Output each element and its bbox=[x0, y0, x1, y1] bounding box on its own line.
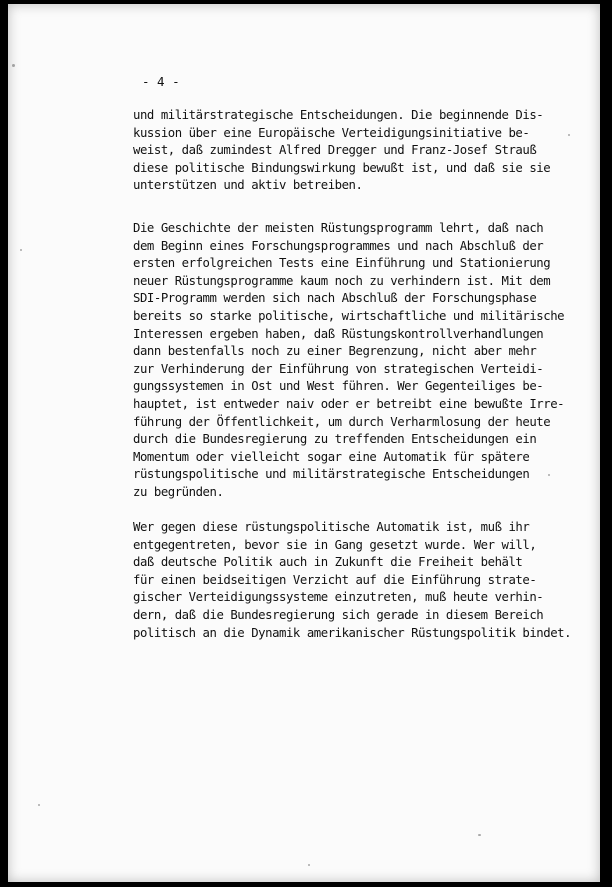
text-line: unterstützen und aktiv betreiben. bbox=[133, 178, 363, 193]
text-line: gischer Verteidigungssysteme einzutreten, muß heute verhin- bbox=[133, 590, 544, 605]
text-line: für einen beidseitigen Verzicht auf die Einführung strate- bbox=[133, 572, 537, 587]
text-line: zur Verhinderung der Einführung von strategischen Verteidi- bbox=[133, 361, 544, 376]
text-line: weist, daß zumindest Alfred Dregger und Franz-Josef Strauß bbox=[133, 143, 537, 158]
text-line: gungssystemen in Ost und West führen. Wer Gegenteiliges be- bbox=[133, 379, 544, 394]
text-line: und militärstrategische Entscheidungen. Die beginnende Dis- bbox=[133, 108, 544, 122]
text-line: Die Geschichte der meisten Rüstungsprogramm lehrt, daß nach bbox=[133, 221, 544, 235]
text-line: dern, daß die Bundesregierung sich gerade in diesem Bereich bbox=[133, 607, 544, 622]
text-line: Momentum oder vielleicht sogar eine Automatik für spätere bbox=[133, 449, 530, 464]
page-number: - 4 - bbox=[142, 74, 180, 89]
text-line: durch die Bundesregierung zu treffenden Entscheidungen ein bbox=[133, 432, 537, 447]
text-line: dann bestenfalls noch zu einer Begrenzung, nicht aber mehr bbox=[133, 344, 537, 359]
text-line: politisch an die Dynamik amerikanischer Rüstungspolitik bindet. bbox=[133, 625, 572, 640]
text-line: rüstungspolitische und militärstrategische Entscheidungen bbox=[133, 467, 530, 482]
text-line: bereits so starke politische, wirtschaftliche und militärische bbox=[133, 308, 565, 323]
scan-speck bbox=[20, 249, 22, 251]
text-line: daß deutsche Politik auch in Zukunft die Freiheit behält bbox=[133, 555, 523, 570]
text-line: hauptet, ist entweder naiv oder er betreibt eine bewußte Irre- bbox=[133, 396, 565, 411]
scan-speck bbox=[38, 804, 40, 806]
scan-speck bbox=[308, 864, 310, 866]
text-line: SDI-Programm werden sich nach Abschluß der Forschungsphase bbox=[133, 291, 537, 306]
scan-speck bbox=[478, 834, 481, 836]
text-line: entgegentreten, bevor sie in Gang gesetzt wurde. Wer will, bbox=[133, 537, 537, 552]
scan-speck bbox=[12, 64, 15, 67]
paragraph-2 bbox=[133, 220, 564, 502]
text-line: Interessen ergeben haben, daß Rüstungskontrollverhandlungen bbox=[133, 326, 544, 341]
text-line: diese politische Bindungswirkung bewußt ist, und daß sie sie bbox=[133, 160, 551, 175]
text-line: zu begründen. bbox=[133, 484, 224, 499]
paragraph-3 bbox=[133, 519, 571, 642]
scan-speck bbox=[568, 134, 570, 136]
text-line: kussion über eine Europäische Verteidigungsinitiative be- bbox=[133, 125, 530, 140]
paragraph-1 bbox=[133, 107, 550, 195]
text-line: ersten erfolgreichen Tests eine Einführung und Stationierung bbox=[133, 256, 551, 271]
text-line: neuer Rüstungsprogramme kaum noch zu verhindern ist. Mit dem bbox=[133, 273, 551, 288]
text-line: dem Beginn eines Forschungsprogrammes und nach Abschluß der bbox=[133, 238, 544, 253]
text-line: Wer gegen diese rüstungspolitische Automatik ist, muß ihr bbox=[133, 520, 530, 534]
text-line: führung der Öffentlichkeit, um durch Verharmlosung der heute bbox=[133, 414, 551, 429]
